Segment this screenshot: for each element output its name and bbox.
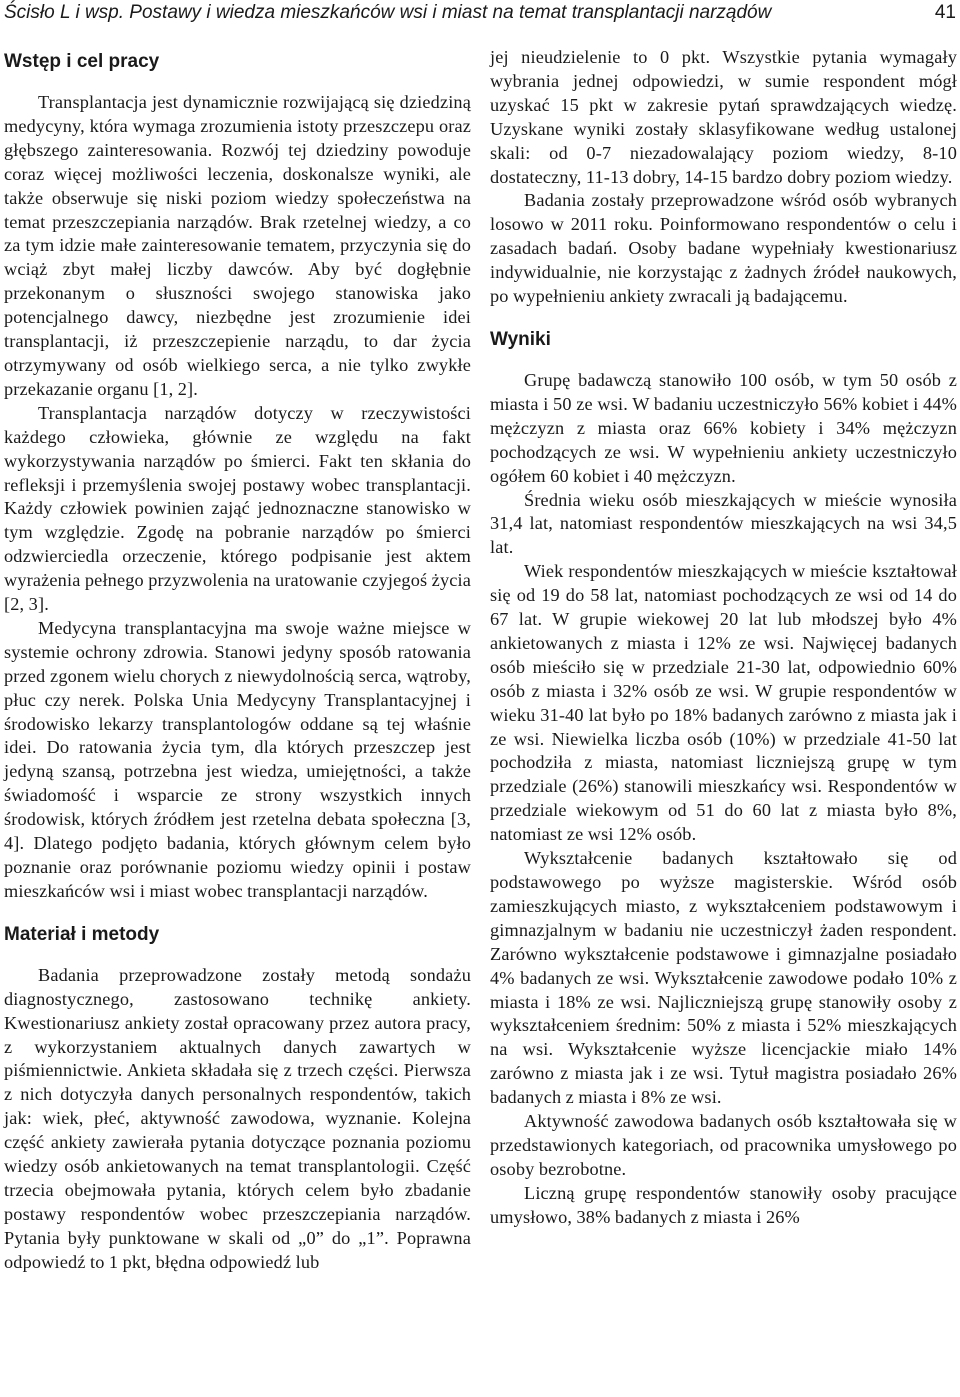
results-paragraph-3: Wiek respondentów mieszkających w mieście kształtował się od 19 do 58 lat, natomiast pochodzących ze wsi od 14 do 67 lat. W grupie wiekowej 20 lat lub młodszej było 4% ankietowanych z miasta i 12% ze wsi. Najwięcej badanych osób mieściło się w przedziale 21-30 lat, odpowiednio 60% osób z miasta i 32% osób ze wsi. W grupie respondentów w wieku 31-40 lat było po 18% badanych zarówno z miasta jak i ze wsi. Niewielka liczba osób (10%) w przedziale 41-50 lat pochodziła z miasta, natomiast liczniejszą grupę w tym przedziale (26%) stanowili mieszkańcy wsi. Respondentów w przedziale wiekowym od 51 do 60 lat z miasta było 8%, natomiast ze wsi 12% osób. [490,561,957,845]
results-paragraph-2: Średnia wieku osób mieszkających w mieście wynosiła 31,4 lat, natomiast respondentów mieszkających na wsi 34,5 lat. [490,489,957,558]
heading-methods: Materiał i metody [4,923,160,945]
intro-paragraph-3: Medycyna transplantacyjna ma swoje ważne miejsce w systemie ochrony zdrowia. Stanowi jedyny sposób ratowania przed zgonem wielu chorych z niewydolnością serca, wątroby, płuc czy nerek. Polska Unia Medycyny Transplantacyjnej i środowisko lekarzy transplantologów oddane są tej właśnie idei. Do ratowania życia tym, dla których przeszczep jest jedyną szansą, potrzebna jest wiedza, umiejętności, a także świadomość i wsparcie ze strony wszystkich innych środowisk, których źródłem jest rzetelna debata społeczna [3, 4]. Dlatego podjęto badania, których głównym celem było poznanie oraz porównanie poziomu wiedzy opinii i postaw mieszkańców wsi i miast wobec transplantacji narządów. [4,617,471,901]
intro-paragraph-1: Transplantacja jest dynamicznie rozwijającą się dziedziną medycyny, która wymaga zrozumienia istoty przeszczepu oraz głębszego zainteresowania. Rozwój tej dziedziny powoduje coraz więcej możliwości leczenia, doskonalsze wyniki, ale także obserwuje się niski poziom wiedzy społeczeństwa na temat przeszczepiania narządów. Brak rzetelnej wiedzy, a co za tym idzie małe zainteresowanie tematem, przyczynia się do wciąż zbyt małej liczby dawców. Aby być dogłębnie przekonanym o słuszności swojego stanowiska jako potencjalnego dawcy, niezbędne jest zrozumienie idei transplantacji, iż przeszczepienie narządu, to dar życia otrzymywany od osób wielkiego serca, a nie tylko zwykłe przekazanie organu [1, 2]. [4,92,471,399]
intro-paragraph-2: Transplantacja narządów dotyczy w rzeczywistości każdego człowieka, głównie ze względu na fakt wykorzystywania narządów po śmierci. Fakt ten skłania do refleksji i przemyślenia swojej postawy wobec transplantacji. Każdy człowiek powinien zająć jednoznaczne stanowisko w tym względzie. Zgodę na pobranie narządów po śmierci odzwierciedla orzeczenie, którego podpisanie jest aktem wyrażenia pełnego przyzwolenia na uratowanie czyjegoś życia [2, 3]. [4,402,471,615]
running-header [0,0,960,30]
results-paragraph-5: Aktywność zawodowa badanych osób kształtowała się w przedstawionych kategoriach, od pracownika umysłowego po osoby bezrobotne. [490,1111,957,1179]
left-column [4,46,471,1275]
heading-introduction: Wstęp i cel pracy [4,51,160,72]
page-number: 41 [934,2,956,23]
methods-paragraph-1-continued: jej nieudzielenie to 0 pkt. Wszystkie pytania wymagały wybrania jednej odpowiedzi, w sumie respondent mógł uzyskać 15 pkt w zakresie pytań sprawdzających wiedzę. Uzyskane wyniki zostały sklasyfikowane według ustalonej skali: od 0-7 niezadowalający poziom wiedzy, 8-10 dostateczny, 11-13 dobry, 14-15 bardzo dobry poziom wiedzy. [490,47,957,187]
results-paragraph-1: Grupę badawczą stanowiło 100 osób, w tym 50 osób z miasta i 50 ze wsi. W badaniu uczestniczyło 56% kobiet i 44% mężczyzn z miasta oraz 66% kobiety i 34% mężczyzn pochodzących ze wsi. W wypełnieniu ankiety uczestniczyło ogółem 60 kobiet i 40 mężczyzn. [490,369,957,486]
results-paragraph-4: Wykształcenie badanych kształtowało się od podstawowego po wyższe magisterskie. Wśród osób zamieszkujących miasto, z wykształceniem podstawowym i gimnazjalnym w badaniu nie uczestniczył żaden respondent. Zarówno wykształcenie podstawowe i gimnazjalne posiadało 4% badanych ze wsi. Wykształcenie zawodowe podało 10% z miasta i 18% ze wsi. Najliczniejszą grupę stanowiły osoby z wykształceniem średnim: 50% z miasta i 52% mieszkających na wsi. Wykształcenie wyższe licencjackie miało 14% zarówno z miasta jak i ze wsi. Tytuł magistra posiadało 26% badanych z miasta i 8% ze wsi. [490,848,957,1108]
heading-results: Wyniki [490,328,551,350]
methods-paragraph-1: Badania przeprowadzone zostały metodą sondażu diagnostycznego, zastosowano technikę ankiety. Kwestionariusz ankiety został opracowany przez autora pracy, z wykorzystaniem aktualnych danych zawartych w piśmiennictwie. Ankieta składała się z trzech części. Pierwsza z nich dotyczyła danych personalnych respondentów, takich jak: wiek, płeć, aktywność zawodowa, wyznanie. Kolejna część ankiety zawierała pytania dotyczące poznania poziomu wiedzy osób ankietowanych na temat transplantologii. Część trzecia obejmowała pytania, których celem było zbadanie postawy respondentów wobec przeszczepiania narządów. Pytania były punktowane w skali od „0” do „1”. Poprawna odpowiedź to 1 pkt, błędna odpowiedź lub [4,964,471,1272]
methods-paragraph-2: Badania zostały przeprowadzone wśród osób wybranych losowo w 2011 roku. Poinformowano respondentów o celu i zasadach badań. Osoby badane wypełniały kwestionariusz indywidualnie, nie korzystając z żadnych źródeł naukowych, po wypełnieniu ankiety zwracali ją badającemu. [490,190,957,307]
results-paragraph-6: Liczną grupę respondentów stanowiły osoby pracujące umysłowo, 38% badanych z miasta i 26% [490,1182,957,1227]
running-header-title: Ścisło L i wsp. Postawy i wiedza mieszkańców wsi i miast na temat transplantacji narządów [4,2,772,23]
right-column [490,46,957,1230]
